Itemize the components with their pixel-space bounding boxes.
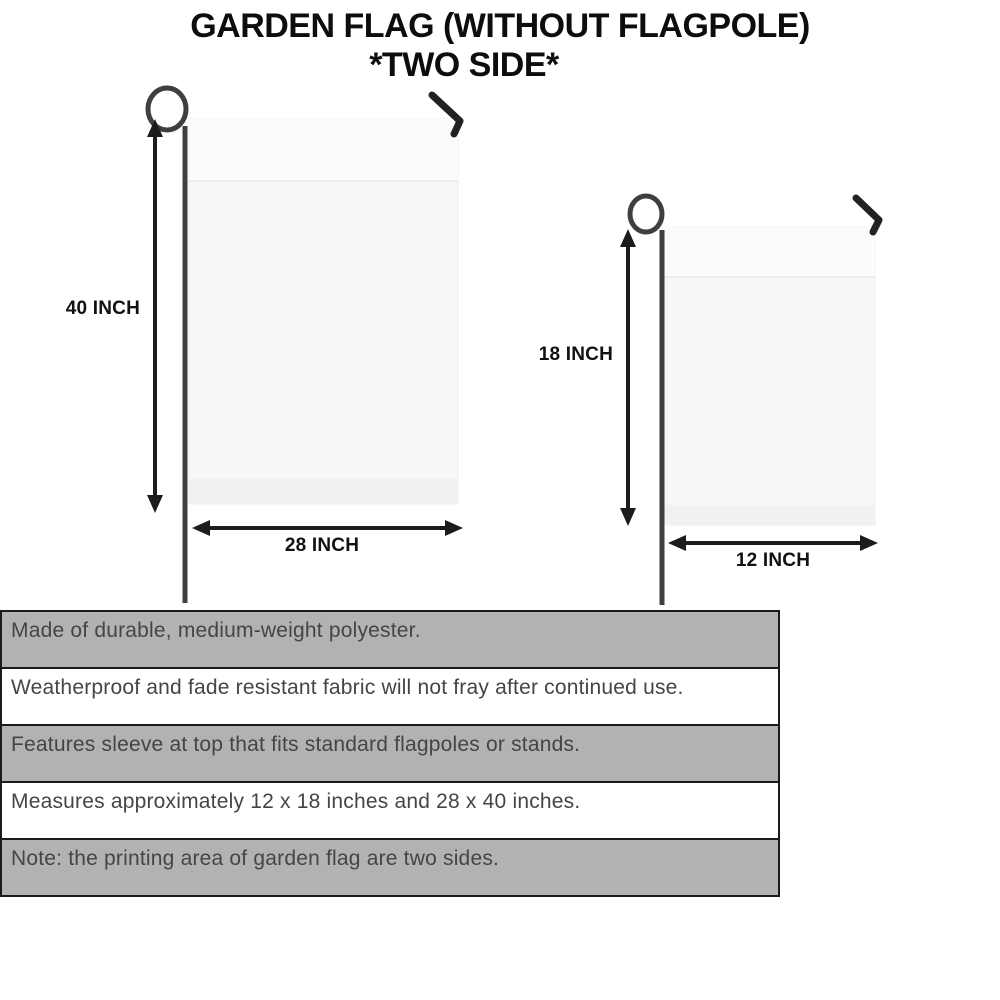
feature-text: Note: the printing area of garden flag are two sides.	[11, 847, 500, 870]
feature-row	[2, 726, 778, 783]
small-flag-sleeve	[661, 227, 875, 277]
small-height-arrow-icon	[620, 229, 636, 526]
feature-text: Measures approximately 12 x 18 inches and 28 x 40 inches.	[11, 790, 581, 813]
feature-row	[2, 612, 778, 669]
small-flag-diagram	[620, 196, 879, 605]
page-subtitle: *TWO SIDE*	[369, 46, 559, 84]
large-flag-hem	[189, 479, 458, 504]
small-flag-hem	[661, 505, 875, 525]
small-width-arrow-icon	[668, 535, 878, 551]
large-flag-height-label: 40 INCH	[65, 298, 140, 319]
large-flag-sleeve	[189, 119, 458, 181]
small-flagpole-loop-icon	[630, 196, 662, 232]
feature-text: Features sleeve at top that fits standard flagpoles or stands.	[11, 733, 581, 756]
large-flag-diagram	[147, 88, 463, 603]
large-height-arrow-icon	[147, 119, 163, 513]
feature-row	[2, 783, 778, 840]
small-flag-height-label: 18 INCH	[538, 344, 613, 365]
large-flag-width-label: 28 INCH	[284, 535, 360, 556]
large-width-arrow-icon	[192, 520, 463, 536]
feature-table	[0, 610, 780, 897]
page-title: GARDEN FLAG (WITHOUT FLAGPOLE)	[190, 7, 810, 45]
feature-row	[2, 840, 778, 895]
small-flag-width-label: 12 INCH	[735, 550, 811, 571]
feature-text: Made of durable, medium-weight polyester.	[11, 619, 421, 642]
feature-row	[2, 669, 778, 726]
feature-text: Weatherproof and fade resistant fabric will not fray after continued use.	[11, 676, 684, 699]
